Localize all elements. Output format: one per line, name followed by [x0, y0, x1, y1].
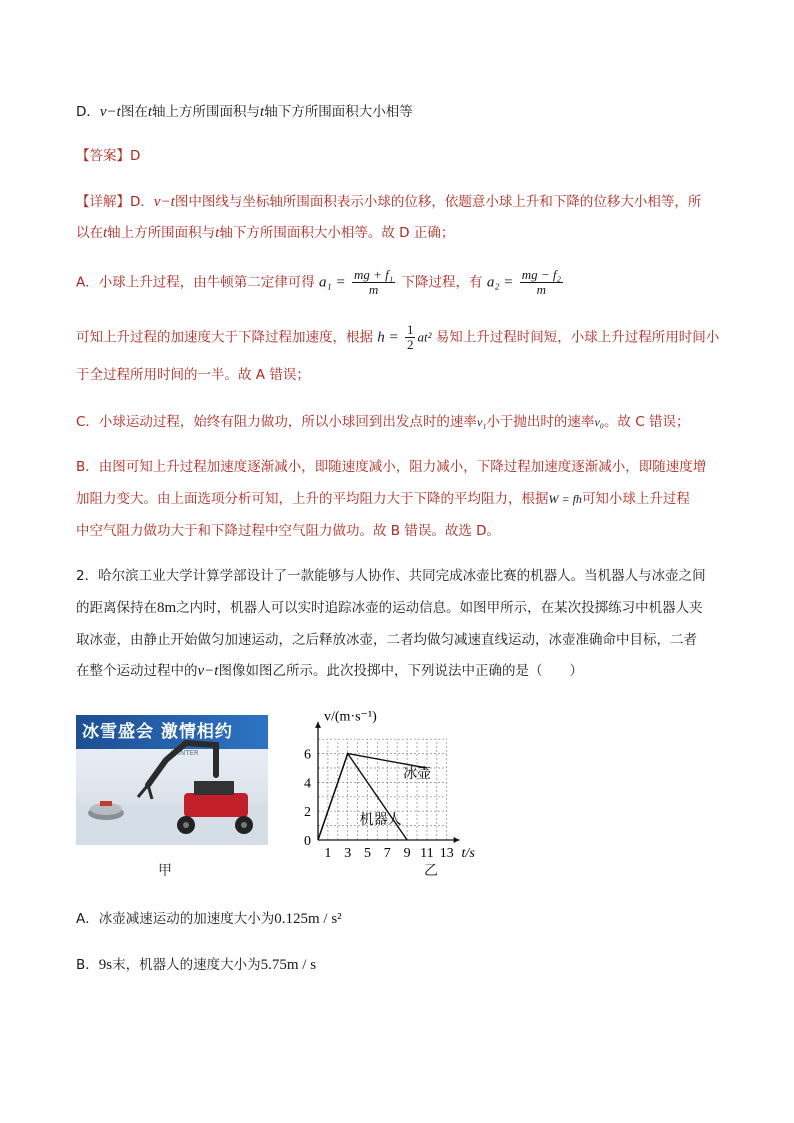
question-2-line-3: 取冰壶，由静止开始做匀加速运动，之后释放冰壶，二者均做匀减速直线运动，冰壶准确命中目标，二者	[76, 632, 697, 648]
y-axis-arrow	[315, 722, 321, 728]
option-b-line-1: B．由图可知上升过程加速度逐渐减小，即随速度减小，阻力减小，下降过程加速度逐渐减小，即随速度增	[76, 459, 707, 475]
photo-banner-subtext: WINTER	[171, 749, 199, 757]
option-c-line: C．小球运动过程，始终有阻力做功，所以小球回到出发点时的速率v₁小于抛出时的速率v₀。故 C 错误；	[76, 414, 690, 430]
option-a-line-1: A．小球上升过程，由牛顿第二定律可得 a₁ = $\frac{\text{mg + f₁}}{m}$ 下降过程，有 a₂ = $\frac{\text{mg − f₂}}{m}$	[76, 267, 562, 297]
chart-labels	[304, 709, 475, 861]
option-a-line-2: 可知上升过程的加速度大于下降过程加速度，根据 h = $\frac{1}{2}$ at² 易知上升过程时间短，小球上升过程所用时间小	[76, 322, 720, 352]
x-axis-label: t/s	[461, 846, 475, 861]
question-2-line-4: 在整个运动过程中的v−t图像如图乙所示。此次投掷中，下列说法中正确的是（ ）	[76, 663, 583, 679]
y-tick-label: 6	[304, 747, 311, 763]
question-2-line-2: 的距离保持在8m之内时，机器人可以实时追踪冰壶的运动信息。如图甲所示，在某次投掷练习中机器人夹	[76, 600, 703, 616]
robot-illustration	[76, 715, 268, 845]
option-a-line-3: 于全过程所用时间的一半。故 A 错误；	[76, 367, 310, 383]
x-tick-label: 13	[439, 846, 454, 861]
x-tick-label: 9	[403, 846, 411, 861]
x-tick-label: 5	[364, 846, 371, 861]
photo-banner: 冰雪盛会 激情相约	[76, 715, 268, 749]
y-axis-label: v/(m·s⁻¹)	[324, 709, 377, 725]
robot-curling-photo	[76, 715, 268, 845]
answer-line: 【答案】D	[76, 148, 141, 164]
y-tick-label: 2	[304, 805, 311, 821]
detail-line-2: 以在t轴上方所围面积与t轴下方所围面积大小相等。故 D 正确；	[76, 225, 455, 241]
x-axis-arrow	[454, 837, 460, 843]
option-b-line-2: 加阻力变大。由上面选项分析可知，上升的平均阻力大于下降的平均阻力，根据W = fh可知小球上升过程	[76, 491, 690, 507]
y-tick-label: 4	[304, 776, 311, 792]
robot-arm	[148, 743, 216, 785]
series-label-robot: 机器人	[359, 812, 402, 829]
x-tick-label: 7	[383, 846, 391, 861]
detail-line-1: 【详解】D．v−t图中图线与坐标轴所围面积表示小球的位移，依题意小球上升和下降的位移大小相等，所	[76, 194, 702, 210]
fraction-half: $\frac{1}{2}$	[406, 322, 414, 352]
option-b-line-3: 中空气阻力做功大于和下降过程中空气阻力做功。故 B 错误。故选 D。	[76, 523, 501, 539]
y-tick-label: 0	[304, 834, 311, 849]
x-tick-label: 11	[420, 846, 434, 861]
series-label-curling-stone: 冰壶	[403, 766, 432, 783]
fraction-a2: $\frac{\text{mg − f₂}}{m}$	[521, 267, 562, 297]
q1-option-d: D．v−t图在t轴上方所围面积与t轴下方所围面积大小相等	[76, 104, 413, 120]
question-2-line-1: 2．哈尔滨工业大学计算学部设计了一款能够与人协作、共同完成冰壶比赛的机器人。当机器人与冰壶之间	[76, 568, 706, 584]
x-tick-label: 3	[344, 846, 352, 861]
x-tick-label: 1	[324, 846, 332, 861]
fraction-a1: $\frac{\text{mg + f₁}}{m}$	[353, 267, 394, 297]
q2-option-a: A．冰壶减速运动的加速度大小为0.125m / s²	[76, 911, 342, 927]
robot-body	[184, 793, 248, 817]
q2-option-b: B．9s末，机器人的速度大小为5.75m / s	[76, 957, 317, 973]
graph-caption: 乙	[424, 863, 438, 879]
vt-graph	[296, 705, 586, 861]
photo-caption: 甲	[158, 863, 172, 879]
